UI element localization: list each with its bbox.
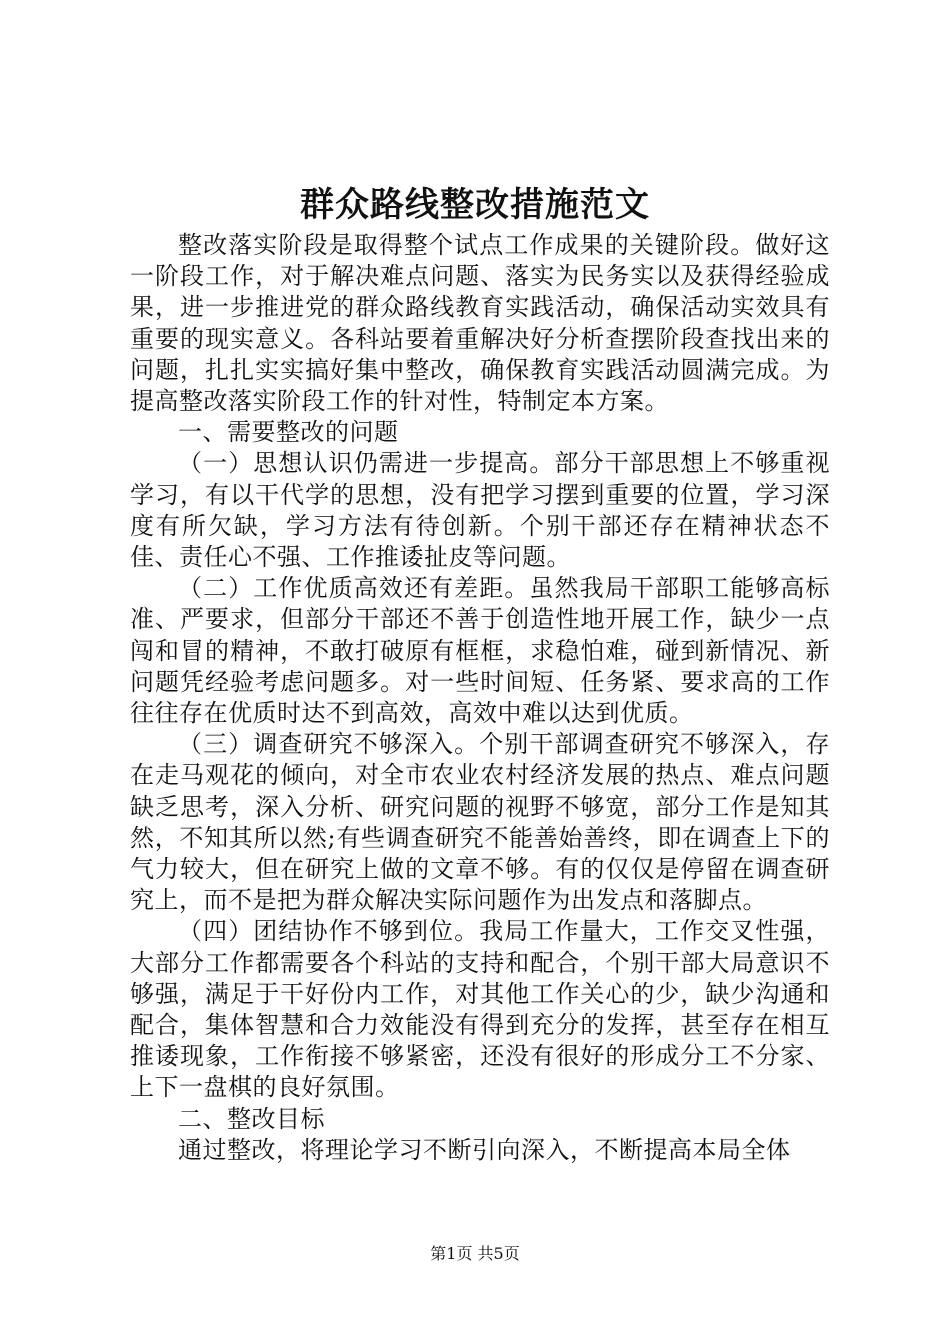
problem-paragraph-1: （一）思想认识仍需进一步提高。部分干部思想上不够重视学习，有以干代学的思想，没有把学习摆到重要的位置，学习深度有所欠缺，学习方法有待创新。个别干部还存在精神状态不佳、责任心不强、工作推诿扯皮等问题。: [130, 449, 830, 572]
problem-paragraph-3: （三）调查研究不够深入。个别干部调查研究不够深入，存在走马观花的倾向，对全市农业农村经济发展的热点、难点问题缺乏思考，深入分析、研究问题的视野不够宽，部分工作是知其然，不知其所以然;有些调查研究不能善始善终，即在调查上下的气力较大，但在研究上做的文章不够。有的仅仅是停留在调查研究上，而不是把为群众解决实际问题作为出发点和落脚点。: [130, 730, 830, 915]
goals-paragraph: 通过整改，将理论学习不断引向深入，不断提高本局全体: [178, 1135, 791, 1164]
page-footer: 第1页 共5页: [430, 1244, 520, 1263]
section-heading-goals: 二、整改目标: [178, 1104, 325, 1133]
document-title: 群众路线整改措施范文: [300, 185, 650, 225]
problem-paragraph-4: （四）团结协作不够到位。我局工作量大，工作交叉性强，大部分工作都需要各个科站的支持和配合，个别干部大局意识不够强，满足于干好份内工作，对其他工作关心的少，缺少沟通和配合，集体智慧和合力效能没有得到充分的发挥，甚至存在相互推诿现象，工作衔接不够紧密，还没有很好的形成分工不分家、上下一盘棋的良好氛围。: [130, 917, 830, 1102]
intro-paragraph: 整改落实阶段是取得整个试点工作成果的关键阶段。做好这一阶段工作，对于解决难点问题、落实为民务实以及获得经验成果，进一步推进党的群众路线教育实践活动，确保活动实效具有重要的现实意义。各科站要着重解决好分析查摆阶段查找出来的问题，扎扎实实搞好集中整改，确保教育实践活动圆满完成。为提高整改落实阶段工作的针对性，特制定本方案。: [130, 231, 830, 416]
problem-paragraph-2: （二）工作优质高效还有差距。虽然我局干部职工能够高标准、严要求，但部分干部还不善于创造性地开展工作，缺少一点闯和冒的精神，不敢打破原有框框，求稳怕难，碰到新情况、新问题凭经验考虑问题多。对一些时间短、任务紧、要求高的工作往往存在优质时达不到高效，高效中难以达到优质。: [130, 574, 830, 728]
document-body: [130, 230, 830, 1166]
section-heading-problems: 一、需要整改的问题: [178, 418, 399, 447]
